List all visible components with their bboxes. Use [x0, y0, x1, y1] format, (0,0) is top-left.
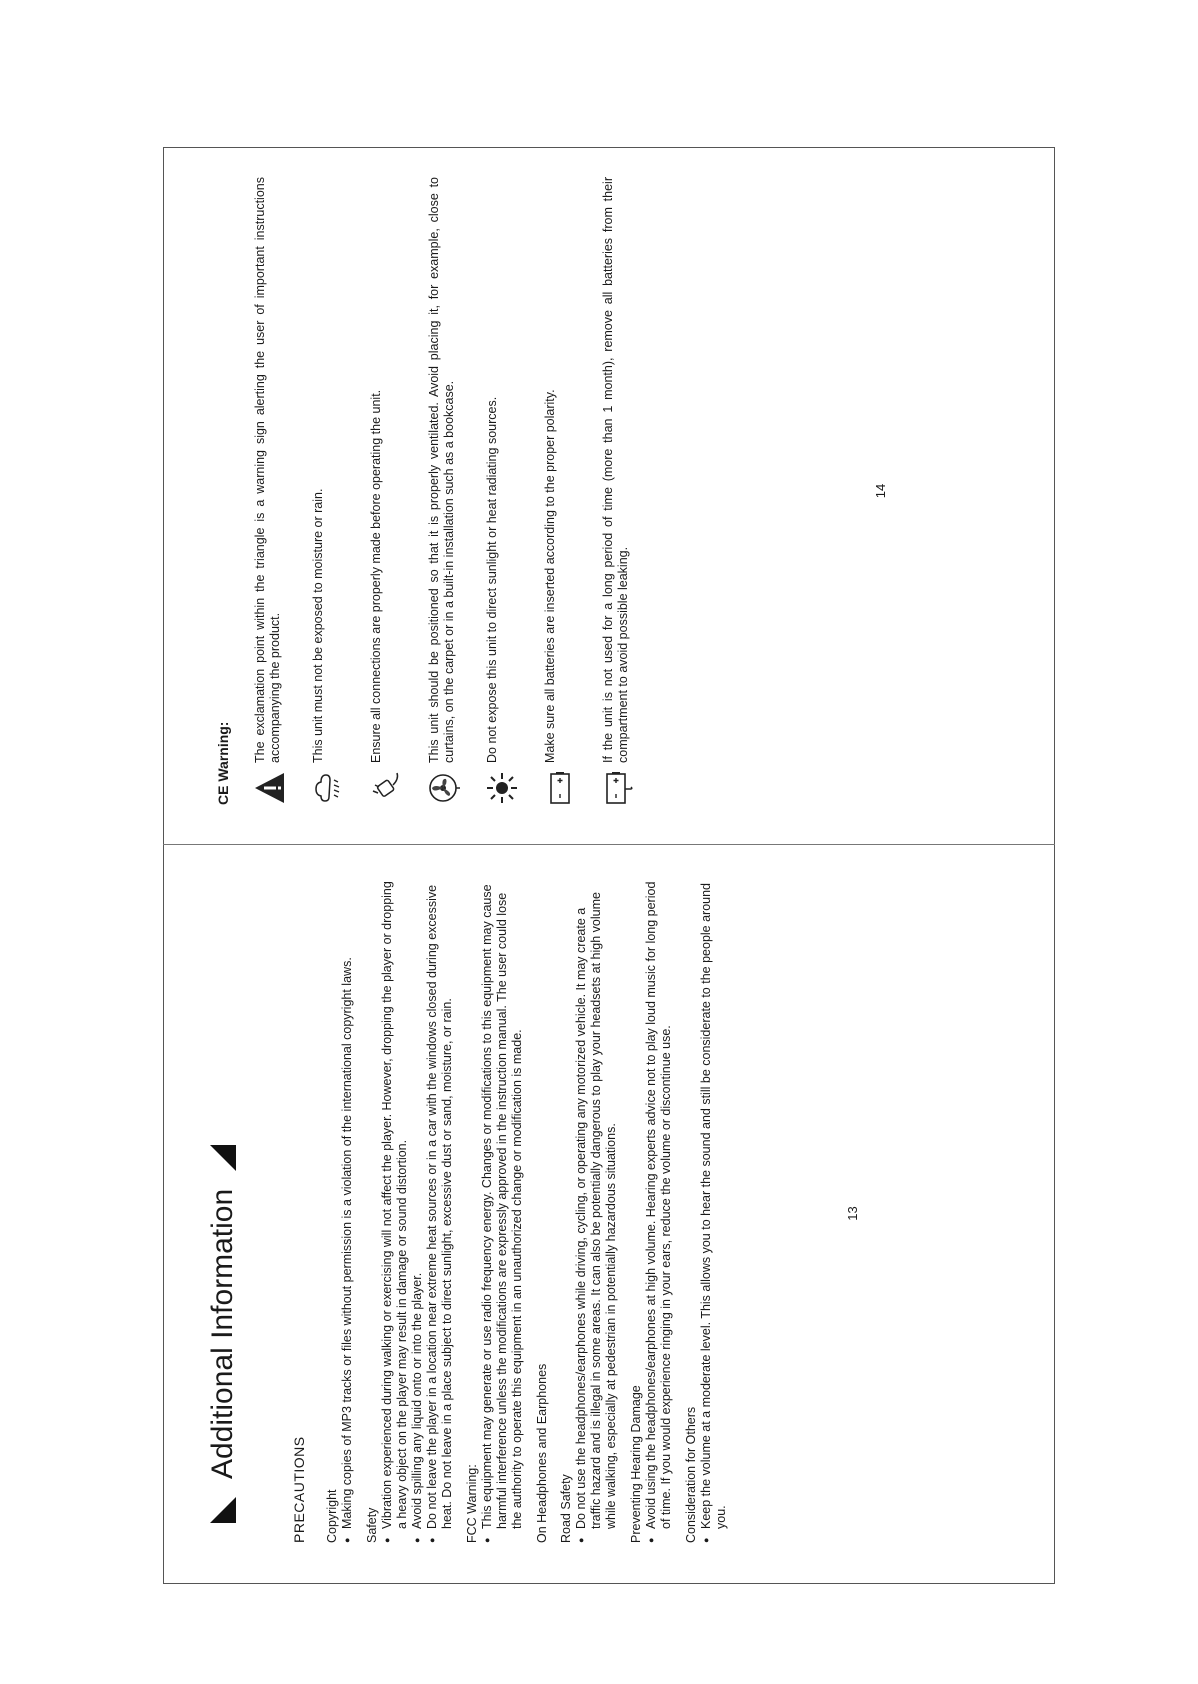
section-fcc-warning: [465, 880, 525, 1543]
bullet-item: ● This equipment may generate or use radio frequency energy. Changes or modifications to this equipment may cause harmful interference unless the modifications are expressly approved in the instruction manual. The user could lose the authority to operate this equipment in an unauthorized change or modification is made.: [480, 880, 525, 1543]
bullet-item: ● Avoid using the headphones/earphones at high volume. Hearing experts advice not to play loud music for long period of time. If you would experience ringing in your ears, reduce the volume or discontinue use.: [644, 880, 674, 1543]
page-divider: [163, 844, 1055, 845]
page-13: [173, 852, 885, 1575]
bullet-item: ● Do not leave the player in a location near extreme heat sources or in a car with the windows closed during excessive heat. Do not leave in a place subject to direct sunlight, excessive dust or sand, moisture, or rain.: [425, 880, 455, 1543]
section-heading: Consideration for Others: [684, 1406, 698, 1543]
bullet-item: ● Vibration experienced during walking or exercising will not affect the player. However, dropping the player or dropping a heavy object on the player may result in damage or sound distortion.: [380, 880, 410, 1543]
section-heading: Road Safety: [559, 1474, 573, 1543]
section-copyright: [325, 880, 355, 1543]
ce-item: [543, 177, 577, 805]
precautions-heading: PRECAUTIONS: [291, 1436, 307, 1543]
section-safety: [365, 880, 455, 1543]
leaking-battery-icon: [601, 771, 635, 805]
ce-item: [427, 177, 461, 805]
sun-icon: [485, 771, 519, 805]
ce-item: [311, 177, 345, 805]
ce-item-text: The exclamation point within the triangle is a warning sign alerting the user of important instructions accompanying the product.: [253, 177, 282, 763]
section-hearing-damage: [629, 880, 674, 1543]
ce-item: [485, 177, 519, 805]
section-heading: Copyright: [325, 1489, 339, 1543]
ce-item-text: Ensure all connections are properly made before operating the unit.: [369, 389, 383, 763]
ce-item-text: This unit must not be exposed to moisture or rain.: [311, 488, 325, 763]
bullet-item: ● Do not use the headphones/earphones while driving, cycling, or operating any motorized vehicle. It may create a traffic hazard and is illegal in some areas. It can also be potentially dangerous to play your headsets at high volume while walking, especially at pedestrian in potentially hazardous situations.: [574, 880, 619, 1543]
page-14: [173, 147, 1045, 835]
ce-item: [369, 177, 403, 805]
rain-cloud-icon: [311, 771, 345, 805]
page-number: 13: [845, 1206, 860, 1221]
section-heading: FCC Warning:: [465, 1464, 479, 1543]
ce-item-text: Do not expose this unit to direct sunlight or heat radiating sources.: [485, 396, 499, 763]
ce-item-text: This unit should be positioned so that it is properly ventilated. Avoid placing it, for example, close to curtains, on the carpet or in a built-in installation such as a bookcase.: [427, 177, 456, 763]
page-number: 14: [873, 483, 888, 499]
title-triangle-left-icon: [210, 1497, 236, 1523]
page-title: Additional Information: [206, 1188, 239, 1479]
bullet-item: ● Making copies of MP3 tracks or files without permission is a violation of the international copyright laws.: [340, 880, 355, 1543]
section-road-safety: [559, 880, 619, 1543]
section-heading: Safety: [365, 1507, 379, 1543]
ce-item-text: If the unit is not used for a long period of time (more than 1 month), remove all batteries from their compartment to avoid possible leaking.: [601, 177, 630, 763]
bullet-item: ● Avoid spilling any liquid onto or into the player.: [410, 880, 425, 1543]
ce-warning-title: CE Warning:: [215, 721, 231, 805]
title-row: [195, 880, 251, 1523]
warning-triangle-icon: [253, 771, 287, 805]
ventilation-fan-icon: [427, 771, 461, 805]
plug-icon: [369, 771, 403, 805]
section-headphones: [535, 880, 549, 1543]
battery-icon: [543, 771, 577, 805]
section-consideration: [684, 880, 729, 1543]
ce-item: [601, 177, 635, 805]
ce-item: [253, 177, 287, 805]
bullet-item: ● Keep the volume at a moderate level. This allows you to hear the sound and still be considerate to the people around you.: [699, 880, 729, 1543]
section-heading: On Headphones and Earphones: [535, 1363, 549, 1543]
section-heading: Preventing Hearing Damage: [629, 1385, 643, 1543]
title-triangle-right-icon: [210, 1145, 236, 1171]
ce-item-text: Make sure all batteries are inserted according to the proper polarity.: [543, 389, 557, 763]
